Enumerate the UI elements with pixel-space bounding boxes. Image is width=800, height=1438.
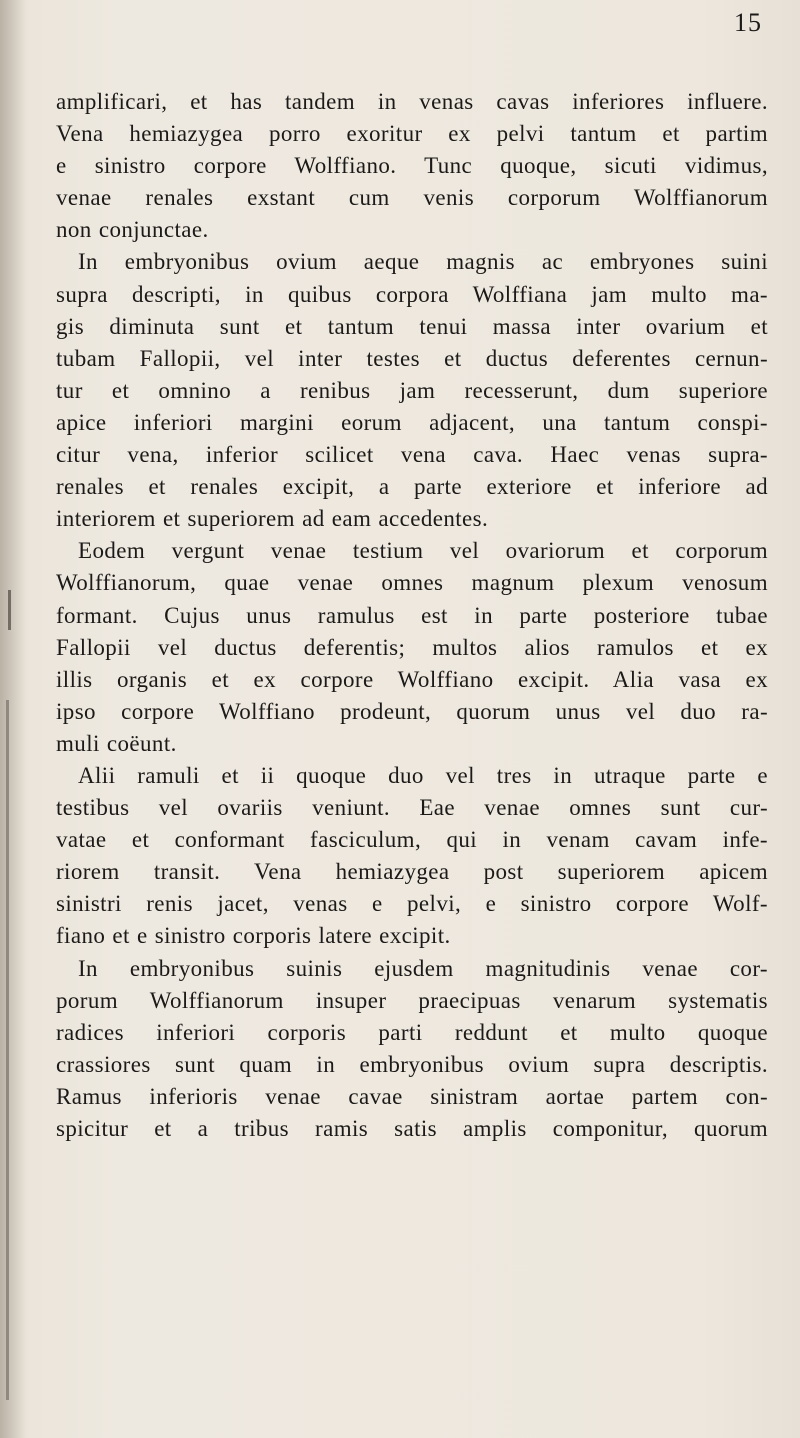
body-text <box>56 86 768 1145</box>
text-line: spicitur et a tribus ramis satis amplis componitur, quorum <box>56 1116 768 1141</box>
paragraph-start: Eodem vergunt venae testium vel ovariorum et corporum <box>78 538 768 564</box>
text-line: supra descripti, in quibus corpora Wolffiana jam multo ma- <box>56 281 768 307</box>
text-line: Ramus inferioris venae cavae sinistram aortae partem con- <box>56 1083 768 1109</box>
text-line: tur et omnino a renibus jam recesserunt, dum superiore <box>56 377 768 403</box>
text-line: fiano et e sinistro corporis latere excipit. <box>56 923 451 949</box>
text-line: porum Wolffianorum insuper praecipuas venarum systematis <box>56 987 768 1013</box>
text-line: riorem transit. Vena hemiazygea post superiorem apicem <box>56 859 768 885</box>
text-line: Fallopii vel ductus deferentis; multos alios ramulos et ex <box>56 634 768 660</box>
text-line: apice inferiori margini eorum adjacent, una tantum conspi- <box>56 409 768 435</box>
text-line: radices inferiori corporis parti reddunt et multo quoque <box>56 1019 768 1045</box>
paragraph-start: In embryonibus ovium aeque magnis ac embryones suini <box>78 249 768 275</box>
text-line: tubam Fallopii, vel inter testes et ductus deferentes cernun- <box>56 345 768 371</box>
text-line: gis diminuta sunt et tantum tenui massa inter ovarium et <box>56 313 768 339</box>
text-line: non conjunctae. <box>56 217 209 243</box>
text-line: formant. Cujus unus ramulus est in parte posteriore tubae <box>56 602 768 628</box>
text-line: illis organis et ex corpore Wolffiano excipit. Alia vasa ex <box>56 666 768 692</box>
binding-edge <box>6 700 9 1400</box>
text-line: venae renales exstant cum venis corporum Wolffianorum <box>56 185 768 211</box>
text-line: crassiores sunt quam in embryonibus ovium supra descriptis. <box>56 1051 768 1077</box>
text-line: vatae et conformant fasciculum, qui in venam cavam infe- <box>56 827 768 853</box>
text-line: testibus vel ovariis veniunt. Eae venae omnes sunt cur- <box>56 795 768 821</box>
text-line: renales et renales excipit, a parte exteriore et inferiore ad <box>56 474 768 500</box>
gutter-shadow <box>0 0 26 1438</box>
text-line: sinistri renis jacet, venas e pelvi, e sinistro corpore Wolf- <box>56 891 768 917</box>
paragraph-start: Alii ramuli et ii quoque duo vel tres in utraque parte e <box>78 762 768 788</box>
text-line: e sinistro corpore Wolffiano. Tunc quoque, sicuti vidimus, <box>56 153 768 179</box>
text-line: ipso corpore Wolffiano prodeunt, quorum unus vel duo ra- <box>56 698 768 724</box>
text-line: interiorem et superiorem ad eam accedentes. <box>56 506 489 532</box>
text-line: Vena hemiazygea porro exoritur ex pelvi tantum et partim <box>56 121 768 147</box>
paragraph-start: In embryonibus suinis ejusdem magnitudinis venae cor- <box>78 955 768 981</box>
text-line: muli coëunt. <box>56 730 177 756</box>
text-line: citur vena, inferior scilicet vena cava. Haec venas supra- <box>56 442 768 468</box>
text-line: Wolffianorum, quae venae omnes magnum plexum venosum <box>56 570 768 596</box>
text-line: amplificari, et has tandem in venas cavas inferiores influere. <box>56 89 768 114</box>
binding-mark <box>8 590 11 630</box>
page-number: 15 <box>734 8 762 37</box>
